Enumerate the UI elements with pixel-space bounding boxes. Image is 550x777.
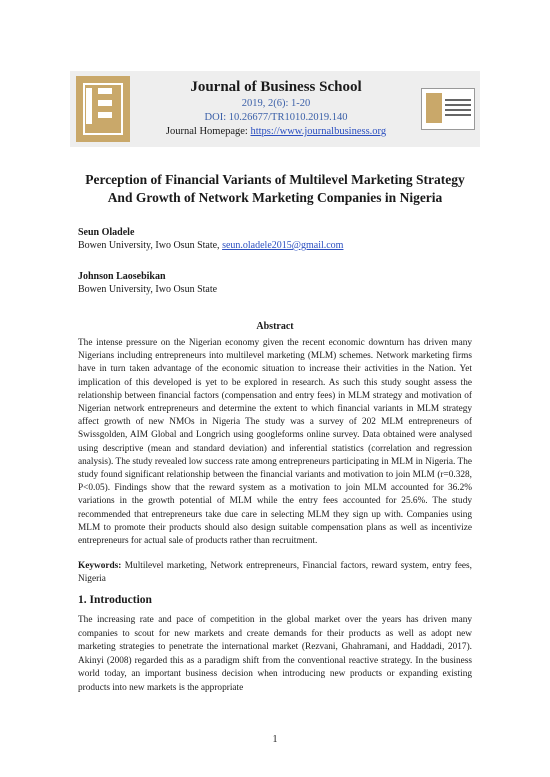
keywords-label: Keywords: [78,561,122,571]
header-text [138,78,414,139]
journal-doi[interactable]: DOI: 10.26677/TR1010.2019.140 [204,112,348,123]
keywords-text: Multilevel marketing, Network entrepreneurs, Financial factors, reward system, entry fees, Nigeria [78,561,472,585]
author-email-link[interactable]: seun.oladele2015@gmail.com [222,240,344,251]
author-affiliation: Bowen University, Iwo Osun State [78,284,218,295]
author-name: Seun Oladele [78,227,135,238]
section-heading-introduction: 1. Introduction [78,594,152,606]
homepage-label: Journal Homepage: [165,126,251,137]
keywords [78,560,472,586]
journal-cover-icon [421,88,475,130]
abstract-heading: Abstract [256,321,294,332]
abstract-text: The intense pressure on the Nigerian economy given the recent economic downturn has driven many Nigerians including entrepreneurs into multilevel marketing (MLM) schemes. Network marketing firms have in turn taken advantage of the economic situation to increase their activities in the Nation. Yet implication of this developed is yet to be explored in research. As such this study sought assess the relationship between financial factors (compensation and entry fees) in MLM strategy and motivation of Nigerian network entrepreneurs and determine the extent to which financial variants in MLM strategy affect growth of new NMOs in Nigeria The study was a survey of 202 MLM entrepreneurs of Swissgolden, AIM Global and Longrich using googleforms online survey. Data obtained were analysed using descriptive (mean and standard deviation) and inferential statistics (correlation and regression analysis). The study revealed low success rate among entrepreneurs participating in MLM in Nigeria. The study found significant relationship between the financial variants and motivation to join MLM (r=0.328, P<0.05). Findings show that the reward system as a motivation to join MLM accounted for 36.2% variations in the growth potential of MLM while the entry fees accounted for 25.6%. The study recommended that entrepreneurs take due care in selecting MLM they sign up with. Companies using MLM to promote their products should also design suitable compensation plans as well as incentivize entrepreneurs for actual sale of products rather than recruitment. [78,338,472,547]
homepage-link[interactable]: https://www.journalbusiness.org [250,126,387,137]
journal-volume: 2019, 2(6): 1-20 [241,98,311,109]
introduction-text: The increasing rate and pace of competition in the global market over the years has driven many companies to scout for new markets and create demands for their products as well as adopt new marketing strategies to penetrate the international market (Rezvani, Ghahramani, and Haddadi, 2017). Akinyi (2008) regarded this as a paradigm shift from the conventional reactive strategy. In the business world today, an important business decision when introducing new products or expanding existing products into new markets is the appropriate [78,615,472,693]
paper-title-line-2: And Growth of Network Marketing Companies in Nigeria [107,190,443,205]
author-2 [78,270,217,296]
page-number: 1 [272,734,278,745]
journal-name: Journal of Business School [190,79,362,95]
author-1 [78,226,343,252]
author-name: Johnson Laosebikan [78,271,166,282]
author-affiliation: Bowen University, Iwo Osun State, seun.oladele2015@gmail.com [78,240,344,251]
journal-homepage [138,125,414,139]
paper-title-line-1: Perception of Financial Variants of Multilevel Marketing Strategy [85,172,465,187]
paper-title [60,171,490,207]
journal-logo [76,76,130,142]
